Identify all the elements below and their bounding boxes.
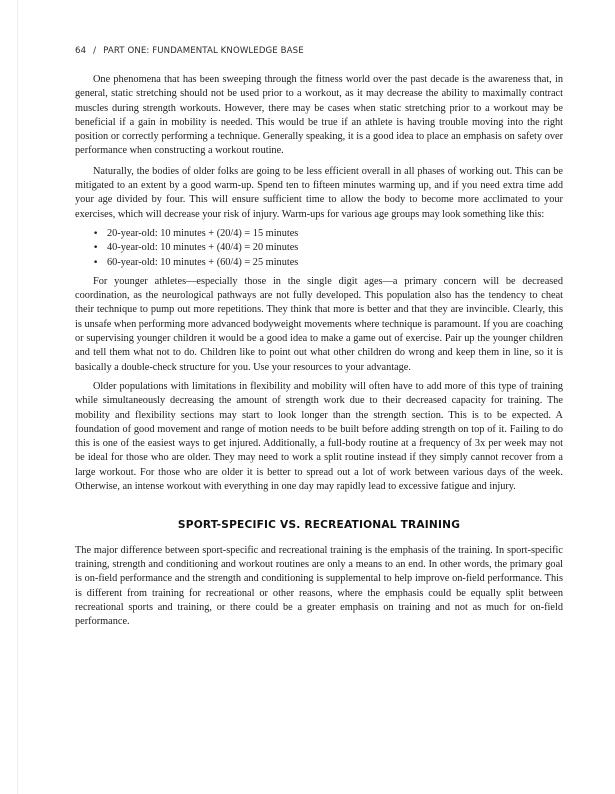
bullet-icon: •: [93, 228, 99, 239]
page-edge: [17, 0, 18, 794]
paragraph-static-stretching: One phenomena that has been sweeping through the fitness world over the past decade is the awareness that, in general, static stretching should not be used prior to a workout, as it may decrease the ability to maximally contract muscles during strength workouts. However, there may be cases when static stretching prior to a workout may be beneficial if a gain in mobility is needed. This would be true if an athlete is having trouble moving into the right position or correctly performing a technique. Generally speaking, it is a good idea to place an emphasis on safety over performance when constructing a workout routine.: [75, 74, 563, 157]
header-separator: /: [93, 46, 97, 56]
list-item: • 20-year-old: 10 minutes + (20/4) = 15 minutes: [75, 227, 563, 241]
paragraph-older-populations: Older populations with limitations in flexibility and mobility will often have to add more of this type of training while simultaneously decreasing the amount of strength work due to their decreased capacity for training. The mobility and flexibility sections may start to look longer than the strength section. This is to be expected. A foundation of good movement and range of motion needs to be built before adding strength on top of it. Failing to do this is one of the easiest ways to get injured. Additionally, a full-body routine at a frequency of 3x per week may not be ideal for those who are older. They may need to work a split routine instead if they simply cannot recover from a large workout. For those who are older it is better to spread out a lot of work between various days of the week. Otherwise, an intense workout with everything in one day may rapidly lead to excessive fatigue and injury.: [75, 380, 563, 493]
paragraph-older-warmup: Naturally, the bodies of older folks are going to be less efficient overall in all phases of working out. This can be mitigated to an extent by a good warm-up. Spend ten to fifteen minutes warming up, and if you need extra time add your age divided by four. This will ensure sufficient time to allow the body to become more acclimated to your exercises, which will decrease your risk of injury. Warm-ups for various age groups may look something like this:: [75, 165, 563, 220]
page-number: 64: [75, 46, 87, 56]
list-item: • 40-year-old: 10 minutes + (40/4) = 20 minutes: [75, 241, 563, 255]
body-text: [75, 73, 563, 634]
paragraph-younger-athletes: For younger athletes—especially those in the single digit ages—a primary concern will be decreased coordination, as the neurological pathways are not fully developed. This population also has the tendency to cheat their technique to pump out more repetitions. They think that more is better and that they are invincible. Clearly, this is unsafe when performing more advanced bodyweight movements where technique is paramount. If you are coaching or supervising younger children it would be a good idea to make a game out of exercise. Pair up the younger children and tell them what not to do. Children like to point out what other children do wrong and keep them in line, so it is basically a double-check structure for you. Use your resources to your advantage.: [75, 275, 563, 373]
list-item: • 60-year-old: 10 minutes + (60/4) = 25 minutes: [75, 256, 563, 270]
paragraph-sport-specific: The major difference between sport-specific and recreational training is the emphasis of the training. In sport-specific training, strength and conditioning and workout routines are only a means to an end. In other words, the primary goal is on-field performance and the strength and conditioning is supplemental to help improve on-field performance. This is different from training for recreational or other reasons, where the emphasis could be equally split between recreational sports and training, or there could be a greater emphasis on training and not as much for on-field performance.: [75, 544, 563, 628]
section-heading: SPORT-SPECIFIC VS. RECREATIONAL TRAINING: [177, 519, 461, 532]
bullet-icon: •: [93, 257, 99, 268]
part-title: PART ONE: FUNDAMENTAL KNOWLEDGE BASE: [103, 46, 304, 56]
warmup-list: [75, 227, 563, 270]
running-header: [75, 46, 304, 56]
bullet-icon: •: [93, 243, 99, 254]
